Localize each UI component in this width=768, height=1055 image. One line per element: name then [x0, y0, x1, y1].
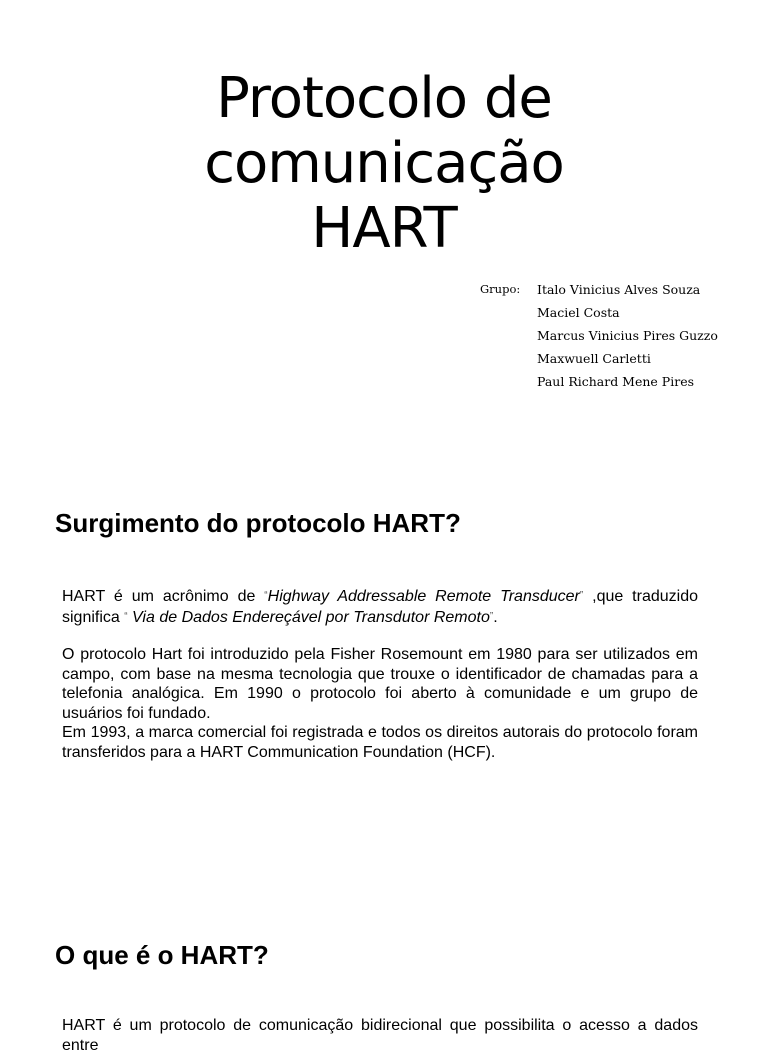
acronym-term-english-2: Transducer [500, 588, 580, 605]
group-member: Maxwuell Carletti [537, 351, 651, 366]
close-quote: ” [579, 590, 584, 601]
group-member: Marcus Vinicius Pires Guzzo [537, 328, 718, 343]
history-paragraph-1: O protocolo Hart foi introduzido pela Fisher Rosemount em 1980 para ser utilizados em campo, com base na mesma tecnologia que trouxe o identificador de chamadas para a telefonia analógica. Em 1990 o protocolo foi aberto à comunidade e um grupo de usuários foi fundado. [62, 646, 698, 722]
paragraph-acronym [62, 586, 698, 627]
group-member: Paul Richard Mene Pires [537, 374, 695, 389]
group-label: Grupo: [480, 282, 521, 296]
open-quote-2: “ [124, 610, 128, 622]
acronym-prefix: HART é um acrônimo de [62, 588, 256, 605]
group-members-list [537, 278, 718, 393]
paragraph-history [62, 645, 698, 762]
what-is-paragraph: HART é um protocolo de comunicação bidirecional que possibilita o acesso a dados entre [62, 1017, 698, 1054]
acronym-term-portuguese: Via de Dados Endereçável por Transdutor Remoto [127, 608, 490, 626]
open-quote: “ [264, 590, 268, 601]
document-title [0, 66, 768, 261]
acronym-term-english: Highway Addressable Remote [267, 588, 501, 605]
close-quote-2: ” [489, 610, 494, 622]
group-member: Maciel Costa [537, 305, 620, 320]
section-heading-origin: Surgimento do protocolo HART? [55, 508, 461, 538]
paragraph-what-is [62, 1016, 698, 1055]
title-line-1: Protocolo de [216, 66, 552, 131]
title-line-2: comunicação [204, 131, 564, 196]
acronym-end: . [493, 608, 498, 626]
history-paragraph-2: Em 1993, a marca comercial foi registrada e todos os direitos autorais do protocolo foram transferidos para a HART Communication Foundation (HCF). [62, 724, 698, 761]
title-line-3: HART [311, 196, 457, 261]
acronym-middle: ,que traduzido significa [62, 588, 698, 626]
group-member: Italo Vinicius Alves Souza [537, 282, 701, 297]
section-heading-what-is: O que é o HART? [55, 940, 269, 970]
